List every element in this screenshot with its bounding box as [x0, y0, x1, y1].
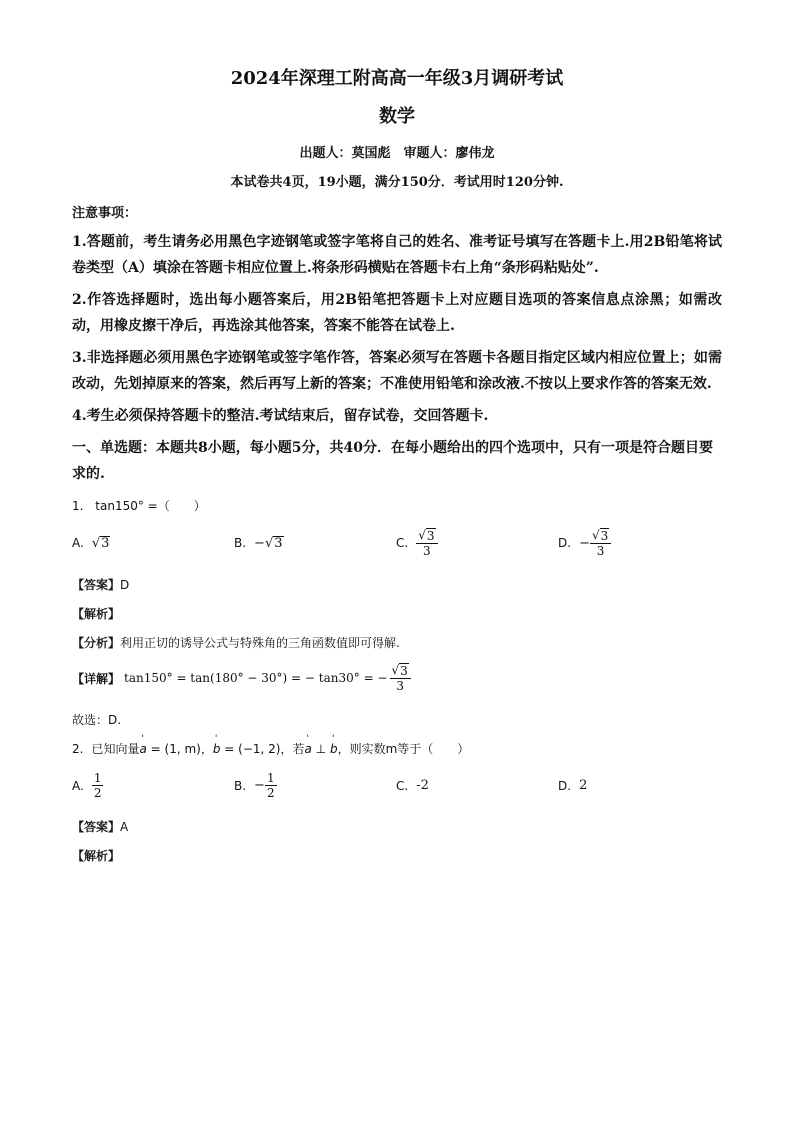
question-1-stem [72, 497, 722, 514]
question-number: 2. [72, 742, 84, 756]
question-1-options [72, 528, 722, 558]
vector-b: ' b [213, 742, 221, 756]
exam-page [72, 64, 722, 876]
detail-formula: tan150° = tan(180° − 30°) = − tan30° = − [124, 671, 388, 685]
note-item: 3.非选择题必须用黑色字迹钢笔或签字笔作答，答案必须写在答题卡各题目指定区域内相应位置上；如需改动，先划掉原来的答案，然后再写上新的答案；不准使用铅笔和涂改液.不按以上要求作答的答案无效. [72, 350, 722, 392]
note-item: 4.考生必须保持答题卡的整洁.考试结束后，留存试卷，交回答题卡. [72, 408, 489, 424]
fraction: √ 3 3 [390, 663, 411, 693]
fenxi-line: 【分析】利用正切的诱导公式与特殊角的三角函数值即可得解. [72, 636, 400, 650]
author-line: 出题人：莫国彪 审题人：廖伟龙 [299, 146, 495, 161]
vector-b: ' b [330, 742, 338, 756]
answer-value: A [120, 820, 129, 834]
question-2-options [72, 771, 722, 800]
notes-title: 注意事项： [72, 206, 138, 221]
option-b: B. − √ 3 [234, 535, 283, 551]
option-d: D. 2 [558, 778, 588, 793]
detail-line: 【详解】 tan150° = tan(180° − 30°) = − tan30° = − √ 3 3 [72, 663, 722, 693]
sqrt-symbol: √ 3 [91, 535, 110, 551]
sqrt-symbol: √ 3 [264, 535, 283, 551]
note-item: 1.答题前，考生请务必用黑色字迹钢笔或签字笔将自己的姓名、准考证号填写在答题卡上.用2B铅笔将试卷类型（A）填涂在答题卡相应位置上.将条形码横贴在答题卡右上角“条形码粘贴处”. [72, 234, 722, 276]
question-number: 1. [72, 499, 84, 513]
answer-value: D [120, 578, 130, 592]
vector-a: ' a [304, 742, 311, 756]
exam-title: 2024年深理工附高高一年级3月调研考试 [230, 68, 564, 89]
question-2-stem: 2. 已知向量' a = (1, m)，' b = (−1, 2)，若' a ⊥ ' b，则实数m等于（ ） [72, 740, 722, 757]
answer-line: 【答案】A [72, 820, 129, 834]
vector-a: ' a [139, 742, 146, 756]
option-c: C. -2 [396, 778, 429, 793]
option-a: A. $\frac{1}{2}$ [72, 771, 102, 800]
analysis-heading: 【解析】 [72, 849, 121, 863]
fraction: √ 3 3 [590, 528, 611, 558]
fraction: √ 3 3 [416, 528, 437, 558]
option-b: B. − $\frac{1}{2}$ [234, 771, 275, 800]
option-d: D. − √ 3 3 [558, 528, 720, 558]
answer-line: 【答案】D [72, 578, 130, 592]
choose-line: 故选：D. [72, 713, 122, 727]
option-a: A. √ 3 [72, 535, 110, 551]
section-heading: 一、单选题：本题共8小题，每小题5分，共40分．在每小题给出的四个选项中，只有一项是符合题目要求的. [72, 440, 713, 482]
analysis-heading: 【解析】 [72, 607, 121, 621]
option-c: C. √ 3 3 [396, 528, 558, 558]
fraction: $\frac{1}{2}$ [266, 771, 275, 800]
exam-info: 本试卷共4页，19小题，满分150分．考试用时120分钟. [230, 175, 564, 190]
note-item: 2.作答选择题时，选出每小题答案后，用2B铅笔把答题卡上对应题目选项的答案信息点涂黑；如需改动，用橡皮擦干净后，再选涂其他答案，答案不能答在试卷上. [72, 292, 722, 334]
fraction: $\frac{1}{2}$ [93, 771, 102, 800]
subject-title: 数学 [379, 106, 415, 127]
question-text: tan150° =（ ） [95, 499, 206, 513]
